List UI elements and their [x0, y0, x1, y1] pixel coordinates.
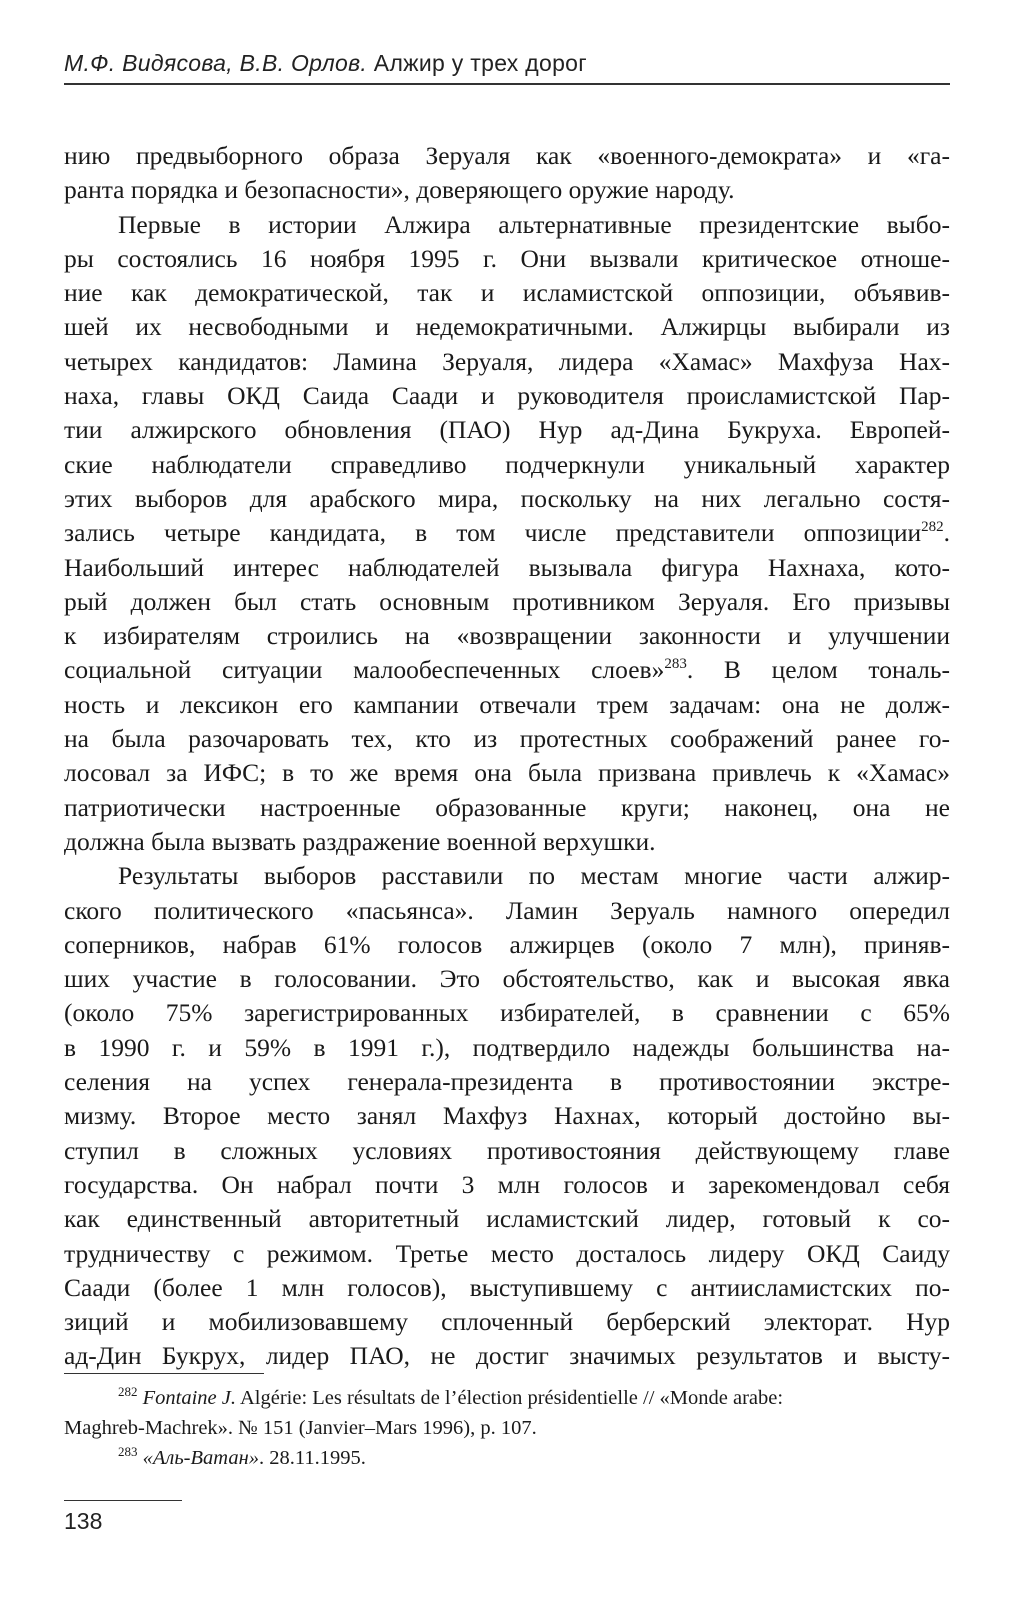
- text-line: как единственный авторитетный исламистский лидер, готовый к со-: [64, 1204, 950, 1234]
- text-line: ские наблюдатели справедливо подчеркнули уникальный характер: [64, 449, 950, 479]
- text-line: ние как демократической, так и исламистской оппозиции, объявив-: [64, 278, 950, 308]
- body-text: [64, 139, 950, 1374]
- text-segment: . В целом тональ-: [686, 655, 950, 685]
- text-line: [64, 653, 950, 687]
- footnote-author: Fontaine J.: [142, 1387, 236, 1409]
- page-number: 138: [64, 1508, 103, 1534]
- text-line: ших участие в голосовании. Это обстоятельство, как и высокая явка: [64, 964, 950, 994]
- text-line: [64, 516, 950, 550]
- running-head-title: Алжир у трех дорог: [367, 50, 587, 76]
- text-line: (около 75% зарегистрированных избирателей, в сравнении с 65%: [64, 998, 950, 1028]
- text-line: четырех кандидатов: Ламина Зеруаля, лидера «Хамас» Махфуза Нах-: [64, 346, 950, 376]
- text-segment: .: [943, 518, 950, 548]
- text-line: Первые в истории Алжира альтернативные президентские выбо-: [118, 209, 950, 239]
- header-rule: [64, 83, 950, 85]
- footnotes: [64, 1383, 950, 1473]
- text-line: ность и лексикон его кампании отвечали трем задачам: она не долж-: [64, 689, 950, 719]
- text-line: ад-Дин Букрух, лидер ПАО, не достиг значимых результатов и высту-: [64, 1341, 950, 1371]
- page-number-rule: [64, 1500, 182, 1501]
- text-line: Саади (более 1 млн голосов), выступившему с антиисламистских по-: [64, 1272, 950, 1302]
- text-segment: зались четыре кандидата, в том числе представители оппозиции: [64, 518, 922, 548]
- text-line: к избирателям строились на «возвращении законности и улучшении: [64, 621, 950, 651]
- text-line: государства. Он набрал почти 3 млн голосов и зарекомендовал себя: [64, 1169, 950, 1199]
- running-head: [64, 50, 950, 77]
- footnote-ref-282[interactable]: 282: [921, 519, 944, 536]
- text-line: патриотически настроенные образованные круги; наконец, она не: [64, 792, 950, 822]
- text-line: в 1990 г. и 59% в 1991 г.), подтвердило надежды большинства на-: [64, 1032, 950, 1062]
- footnote-text: . 28.11.1995.: [259, 1447, 366, 1469]
- running-head-separator: .: [360, 50, 368, 76]
- text-line: ры состоялись 16 ноября 1995 г. Они вызвали критическое отноше-: [64, 243, 950, 273]
- text-line: на была разочаровать тех, кто из протестных соображений ранее го-: [64, 724, 950, 754]
- text-line: соперников, набрав 61% голосов алжирцев (около 7 млн), приняв-: [64, 929, 950, 959]
- text-line: шей их несвободными и недемократичными. Алжирцы выбирали из: [64, 312, 950, 342]
- footnote-283: [64, 1443, 950, 1473]
- footnote-number: 283: [118, 1444, 138, 1459]
- footnote-text: Algérie: Les résultats de l’élection présidentielle // «Monde arabe:: [236, 1387, 784, 1409]
- footnote-282: [64, 1383, 950, 1413]
- text-line: трудничеству с режимом. Третье место досталось лидеру ОКД Саиду: [64, 1238, 950, 1268]
- text-line: ранта порядка и безопасности», доверяющего оружие народу.: [64, 175, 735, 205]
- text-line: лосовал за ИФС; в то же время она была призвана привлечь к «Хамас»: [64, 758, 950, 788]
- footnote-rule: [64, 1373, 264, 1374]
- text-line: ского политического «пасьянса». Ламин Зеруаль намного опередил: [64, 895, 950, 925]
- footnote-282-continued: Maghreb-Machrek». № 151 (Janvier–Mars 1996), p. 107.: [64, 1417, 537, 1439]
- text-line: зиций и мобилизовавшему сплоченный берберский электорат. Нур: [64, 1307, 950, 1337]
- text-line: селения на успех генерала-президента в противостоянии экстре-: [64, 1067, 950, 1097]
- text-line: наха, главы ОКД Саида Саади и руководителя происламистской Пар-: [64, 381, 950, 411]
- text-line: этих выборов для арабского мира, поскольку на них легально состя-: [64, 483, 950, 513]
- text-line: Наибольший интерес наблюдателей вызывала фигура Нахнаха, кото-: [64, 552, 950, 582]
- text-line: Результаты выборов расставили по местам многие части алжир-: [118, 861, 950, 891]
- text-line: мизму. Второе место занял Махфуз Нахнах, который достойно вы-: [64, 1101, 950, 1131]
- running-head-authors: М.Ф. Видясова, В.В. Орлов: [64, 50, 361, 76]
- text-line: нию предвыборного образа Зеруаля как «военного-демократа» и «га-: [64, 141, 950, 170]
- text-line: рый должен был стать основным противником Зеруаля. Его призывы: [64, 586, 950, 616]
- text-line: ступил в сложных условиях противостояния действующему главе: [64, 1135, 950, 1165]
- footnote-number: 282: [118, 1384, 138, 1399]
- footnote-source: «Аль-Ватан»: [142, 1447, 259, 1469]
- text-segment: социальной ситуации малообеспеченных слоев»: [64, 655, 665, 685]
- text-line: тии алжирского обновления (ПАО) Нур ад-Дина Букруха. Европей-: [64, 415, 950, 445]
- text-line: должна была вызвать раздражение военной верхушки.: [64, 826, 656, 856]
- footnote-ref-283[interactable]: 283: [664, 656, 687, 673]
